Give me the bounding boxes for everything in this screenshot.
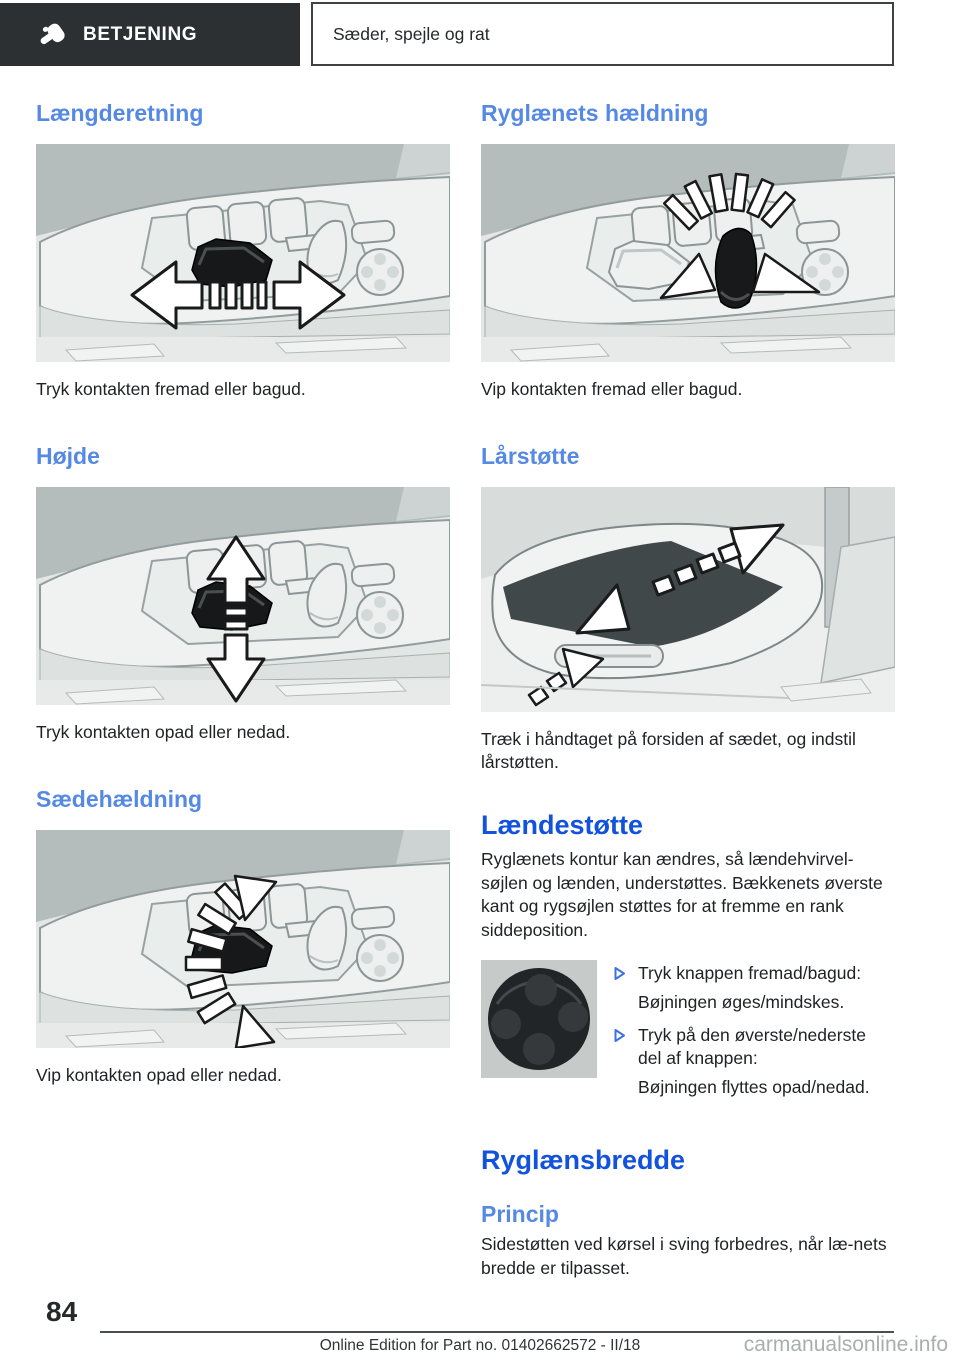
heading-ryglaenets-haeldning: Ryglænets hældning (481, 100, 709, 126)
content (36, 100, 895, 1280)
heading-saedehaeldning: Sædehældning (36, 786, 203, 812)
bullet-result: Bøjningen øges/mindskes. (638, 992, 845, 1012)
ryglaensbredde-body: Sidestøtten ved kørsel i sving forbedres, når læ-nets bredde er tilpasset. (481, 1234, 887, 1278)
bullet-result: Bøjningen flyttes opad/nedad. (638, 1077, 870, 1097)
backrest-switch-knob (715, 228, 756, 308)
laendestoette-media-row (481, 960, 895, 1099)
page-number: 84 (46, 1296, 78, 1327)
heading-laendestoette: Lændestøtte (481, 810, 643, 840)
chapter-label: BETJENING (83, 23, 198, 45)
heading-princip: Princip (481, 1201, 559, 1227)
hand-pointer-icon (38, 20, 68, 50)
lumbar-button-illustration (481, 960, 597, 1078)
bullet-label: Tryk på den øverste/nederste del af knappen: (638, 1025, 866, 1068)
caption-saedehaeldning: Vip kontakten opad eller nedad. (36, 1065, 282, 1085)
bullet-item (613, 962, 875, 1014)
edition-note: Online Edition for Part no. 01402662572 - II/18 (319, 1337, 641, 1354)
figure-seat-longitudinal (36, 144, 450, 362)
seat-cushion-illustration (481, 487, 895, 712)
figure-lumbar-button (481, 960, 597, 1099)
heading-laengderetning: Længderetning (36, 100, 204, 126)
laendestoette-bullets (613, 960, 875, 1099)
figure-seat-height (36, 487, 450, 705)
laendestoette-intro: Ryglænets kontur kan ændres, så lændehvirvel-søjlen og lænden, understøttes. Bækkenets øverste kant og rygsøjlen støttes for at fremme en rank siddeposition. (481, 849, 883, 940)
caption-laengderetning: Tryk kontakten fremad eller bagud. (36, 379, 306, 399)
page-title: Sæder, spejle og rat (333, 23, 490, 44)
figure-seat-tilt (36, 830, 450, 1048)
caption-hoejde: Tryk kontakten opad eller nedad. (36, 722, 291, 742)
bullet-label: Tryk knappen fremad/bagud: (638, 963, 862, 983)
seat-control-illustration (36, 487, 450, 705)
heading-laarstoette: Lårstøtte (481, 443, 580, 469)
triangle-bullet-icon (613, 1028, 626, 1043)
caption-ryglaenets-haeldning: Vip kontakten fremad eller bagud. (481, 379, 743, 399)
triangle-bullet-icon (613, 966, 626, 981)
seat-control-illustration (481, 144, 895, 362)
seat-control-illustration (36, 830, 450, 1048)
figure-thigh-support (481, 487, 895, 712)
watermark: carmanualsonline.info (743, 1333, 948, 1356)
seat-control-illustration (36, 144, 450, 362)
caption-laarstoette: Træk i håndtaget på forsiden af sædet, og indstil lårstøtten. (481, 729, 856, 772)
figure-backrest-tilt (481, 144, 895, 362)
bullet-item (613, 1024, 875, 1099)
chapter-tab (0, 3, 300, 66)
page-title-box (311, 2, 894, 66)
heading-hoejde: Højde (36, 443, 100, 469)
left-column (36, 100, 450, 1280)
heading-ryglaensbredde: Ryglænsbredde (481, 1145, 686, 1175)
right-column (481, 100, 895, 1280)
